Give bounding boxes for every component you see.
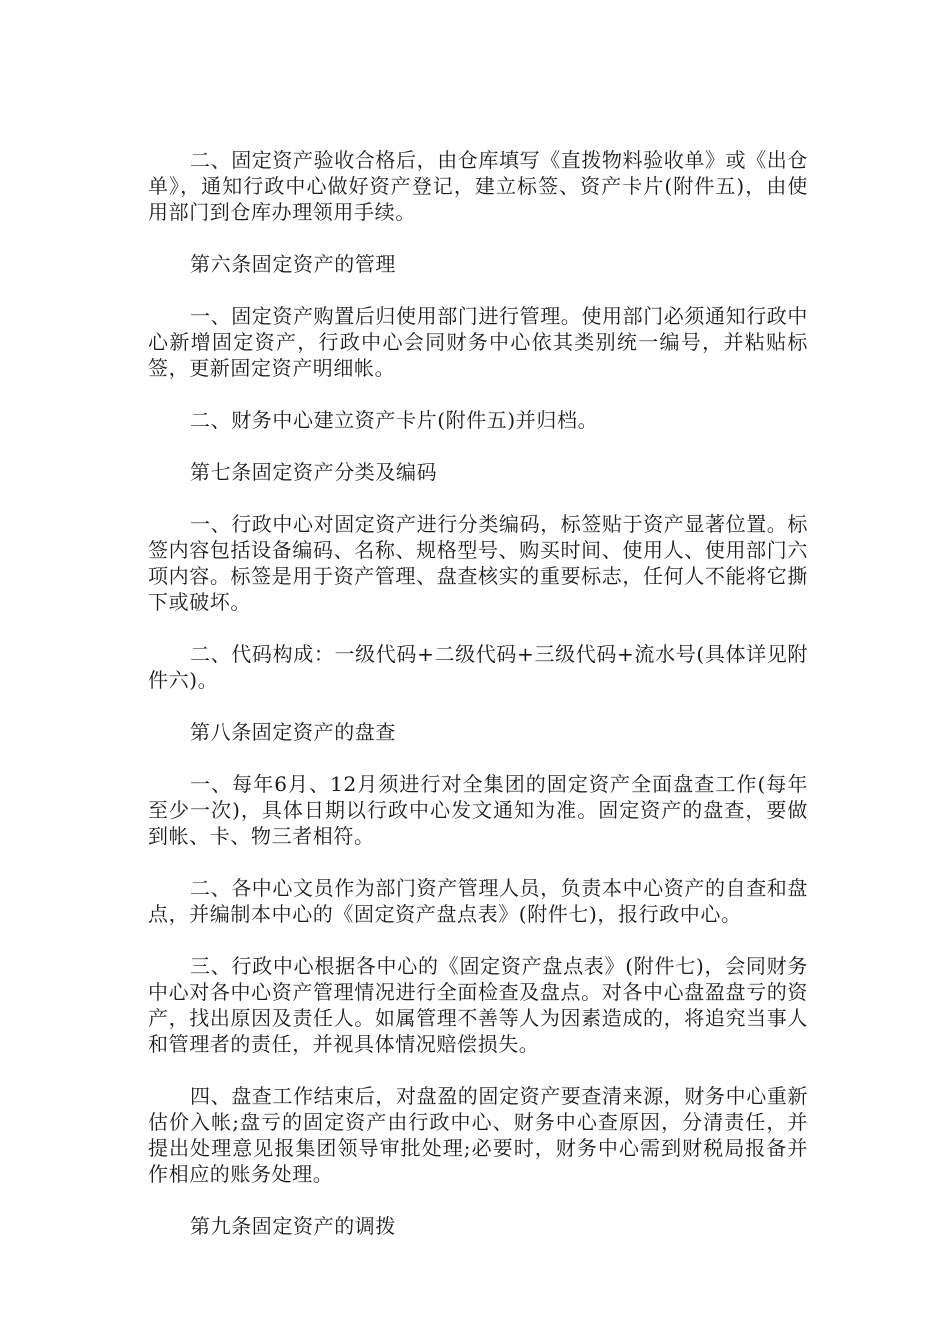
paragraph-inventory-4: 四、盘查工作结束后，对盘盈的固定资产要查清来源，财务中心重新估价入帐;盘亏的固定资产由行政中心、财务中心查原因，分清责任，并提出处理意见报集团领导审批处理;必要时，财务中心需到财税局报备并作相应的账务处理。 — [148, 1084, 808, 1186]
paragraph-acceptance: 二、固定资产验收合格后，由仓库填写《直拨物料验收单》或《出仓单》，通知行政中心做好资产登记，建立标签、资产卡片(附件五)，由使用部门到仓库办理领用手续。 — [148, 148, 808, 224]
paragraph-inventory-1: 一、每年6月、12月须进行对全集团的固定资产全面盘查工作(每年至少一次)，具体日期以行政中心发文通知为准。固定资产的盘查，要做到帐、卡、物三者相符。 — [148, 772, 808, 848]
paragraph-coding-1: 一、行政中心对固定资产进行分类编码，标签贴于资产显著位置。标签内容包括设备编码、名称、规格型号、购买时间、使用人、使用部门六项内容。标签是用于资产管理、盘查核实的重要标志，任何人不能将它撕下或破坏。 — [148, 512, 808, 614]
paragraph-management-1: 一、固定资产购置后归使用部门进行管理。使用部门必须通知行政中心新增固定资产，行政中心会同财务中心依其类别统一编号，并粘贴标签，更新固定资产明细帐。 — [148, 304, 808, 380]
article-8-heading: 第八条固定资产的盘查 — [190, 720, 396, 744]
paragraph-management-2: 二、财务中心建立资产卡片(附件五)并归档。 — [190, 408, 599, 432]
article-9-heading: 第九条固定资产的调拨 — [190, 1214, 396, 1238]
document-body — [148, 147, 808, 1265]
article-6-heading: 第六条固定资产的管理 — [190, 252, 396, 276]
paragraph-coding-2: 二、代码构成：一级代码+二级代码+三级代码+流水号(具体详见附件六)。 — [148, 642, 808, 692]
paragraph-inventory-3: 三、行政中心根据各中心的《固定资产盘点表》(附件七)，会同财务中心对各中心资产管理情况进行全面检查及盘点。对各中心盘盈盘亏的资产，找出原因及责任人。如属管理不善等人为因素造成的，将追究当事人和管理者的责任，并视具体情况赔偿损失。 — [148, 954, 808, 1056]
paragraph-inventory-2: 二、各中心文员作为部门资产管理人员，负责本中心资产的自查和盘点，并编制本中心的《固定资产盘点表》(附件七)，报行政中心。 — [148, 876, 808, 926]
article-7-heading: 第七条固定资产分类及编码 — [190, 460, 438, 484]
